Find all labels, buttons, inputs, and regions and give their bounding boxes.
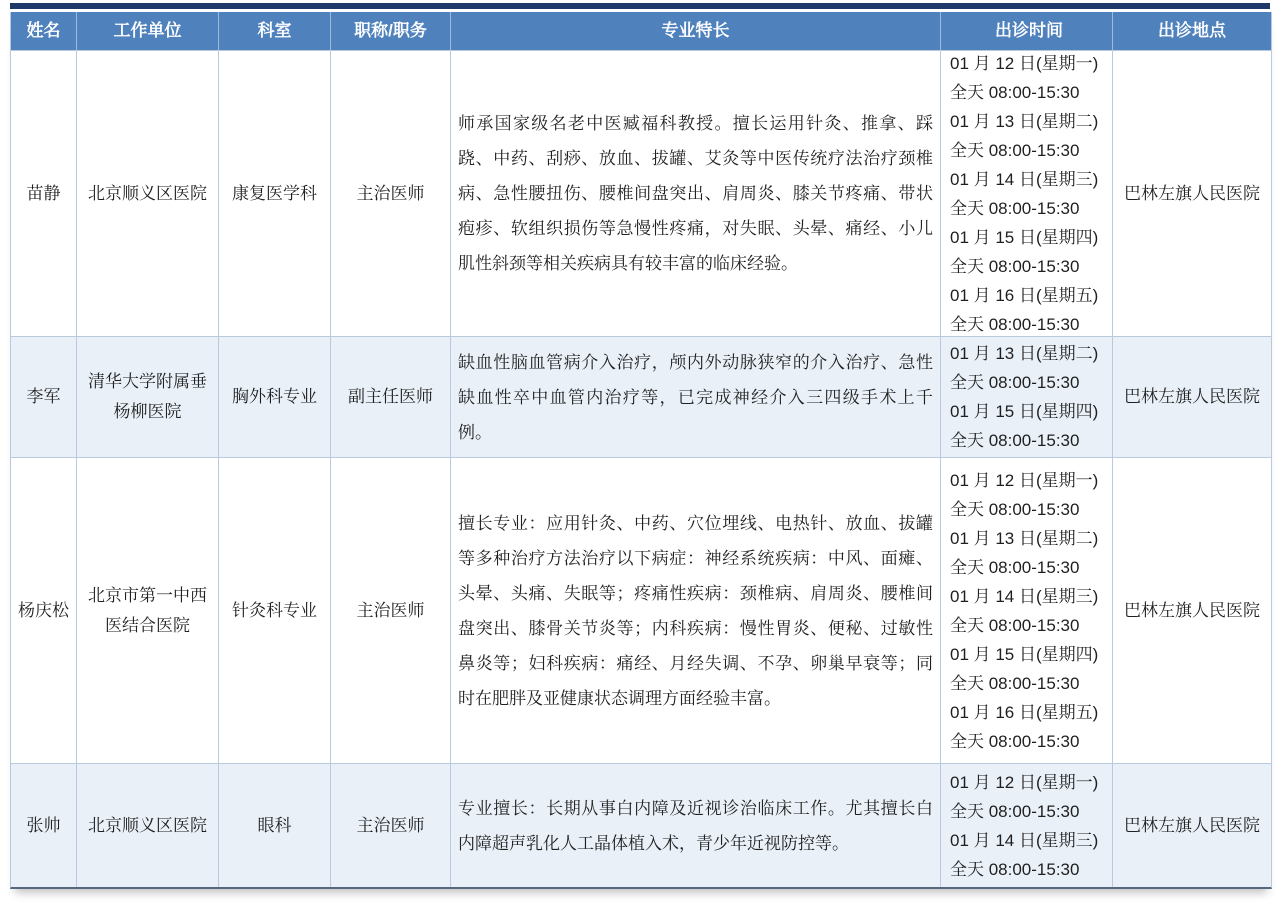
department: 康复医学科 [219,51,331,336]
visit-schedule-lines: 01 月 12 日(星期一) 全天 08:00-15:30 01 月 14 日(星期三) 全天 08:00-15:30 [950,772,1099,879]
specialty [451,337,941,457]
work-unit: 北京市第一中西医结合医院 [77,458,219,763]
table-row [11,763,1271,887]
doctor-name: 张帅 [11,764,77,887]
column-header-visit-time: 出诊时间 [941,12,1113,50]
department: 胸外科专业 [219,337,331,457]
column-header-work-unit: 工作单位 [77,12,219,50]
visit-schedule [941,51,1113,336]
column-header-visit-location: 出诊地点 [1158,21,1226,40]
specialty [451,51,941,336]
specialty-text: 擅长专业：应用针灸、中药、穴位埋线、电热针、放血、拔罐等多种治疗方法治疗以下病症：神经系统疾病：中风、面瘫、头晕、头痛、失眠等；疼痛性疾病：颈椎病、肩周炎、腰椎间盘突出、膝骨关节炎等；内科疾病：慢性胃炎、便秘、过敏性鼻炎等；妇科疾病：痛经、月经失调、不孕、卵巢早衰等；同时在肥胖及亚健康状态调理方面经验丰富。 [458,513,933,708]
column-header-specialty: 专业特长 [451,12,941,50]
visit-location: 巴林左旗人民医院 [1124,600,1260,620]
job-title: 主治医师 [331,764,451,887]
department: 针灸科专业 [219,458,331,763]
job-title: 主治医师 [331,51,451,336]
column-header-title: 职称/职务 [331,12,451,50]
column-header-name: 姓名 [11,12,77,50]
department: 眼科 [219,764,331,887]
visit-location: 巴林左旗人民医院 [1124,183,1260,203]
doctor-name: 杨庆松 [11,458,77,763]
visit-schedule [941,764,1113,887]
doctor-schedule-table [10,12,1272,889]
work-unit: 清华大学附属垂杨柳医院 [77,337,219,457]
visit-schedule [941,337,1113,457]
table-row [11,50,1271,336]
visit-location: 巴林左旗人民医院 [1124,387,1260,406]
doctor-name: 苗静 [11,51,77,336]
specialty-text: 专业擅长：长期从事白内障及近视诊治临床工作。尤其擅长白内障超声乳化人工晶体植入术，青少年近视防控等。 [458,798,933,853]
column-header-department: 科室 [219,12,331,50]
visit-schedule-lines: 01 月 13 日(星期二) 全天 08:00-15:30 01 月 15 日(星期四) 全天 08:00-15:30 [950,344,1099,450]
table-row [11,457,1271,763]
specialty-text: 缺血性脑血管病介入治疗，颅内外动脉狭窄的介入治疗、急性缺血性卒中血管内治疗等，已完成神经介入三四级手术上千例。 [458,352,933,442]
doctor-name: 李军 [11,337,77,457]
job-title: 副主任医师 [331,337,451,457]
specialty-text: 师承国家级名老中医臧福科教授。擅长运用针灸、推拿、踩跷、中药、刮痧、放血、拔罐、艾灸等中医传统疗法治疗颈椎病、急性腰扭伤、腰椎间盘突出、肩周炎、膝关节疼痛、带状疱疹、软组织损伤等急慢性疼痛，对失眠、头晕、痛经、小儿肌性斜颈等相关疾病具有较丰富的临床经验。 [458,114,933,273]
visit-schedule-lines: 01 月 12 日(星期一) 全天 08:00-15:30 01 月 13 日(星期二) 全天 08:00-15:30 01 月 14 日(星期三) 全天 08:00-15:30 01 月 15 日(星期四) 全天 08:00-15:30 01 月 16 日(星期五) 全天 08:00-15:30 [950,53,1099,334]
table-header-row [11,12,1271,50]
job-title: 主治医师 [331,458,451,763]
visit-schedule [941,458,1113,763]
table-row [11,336,1271,457]
work-unit: 北京顺义区医院 [77,51,219,336]
specialty [451,458,941,763]
visit-location: 巴林左旗人民医院 [1124,815,1260,835]
visit-schedule-lines: 01 月 12 日(星期一) 全天 08:00-15:30 01 月 13 日(星期二) 全天 08:00-15:30 01 月 14 日(星期三) 全天 08:00-15:30 01 月 15 日(星期四) 全天 08:00-15:30 01 月 16 日(星期五) 全天 08:00-15:30 [950,470,1099,751]
specialty [451,764,941,887]
table-top-border [10,3,1270,9]
work-unit: 北京顺义区医院 [77,764,219,887]
